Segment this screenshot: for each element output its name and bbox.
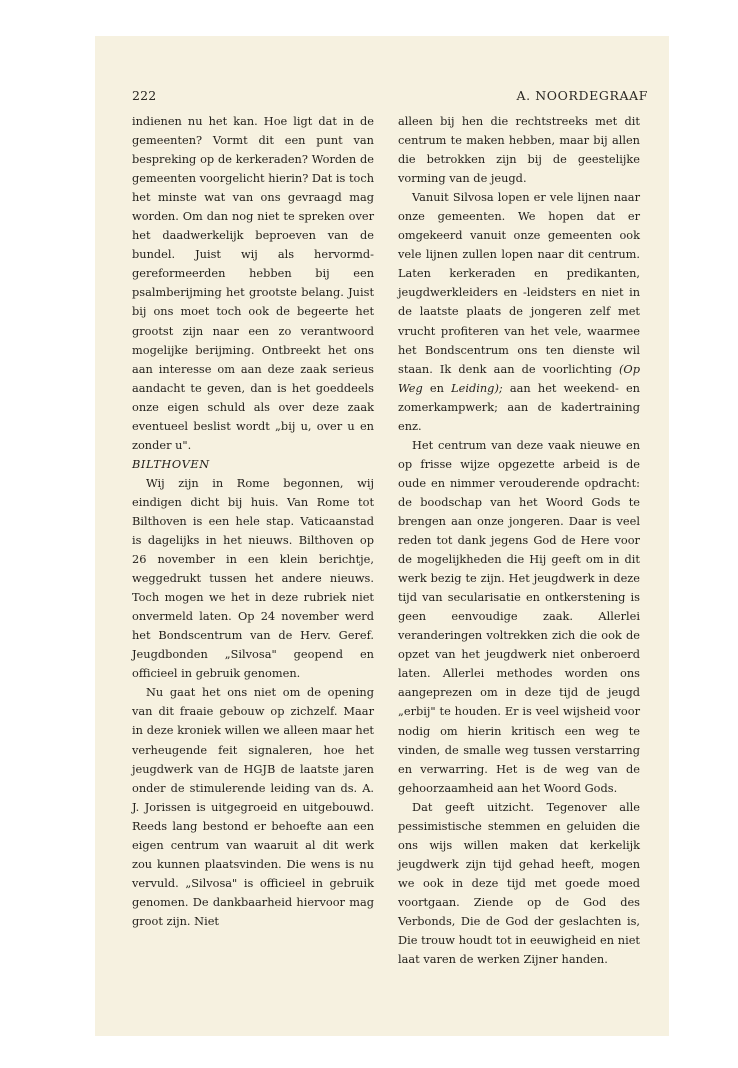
page-header xyxy=(132,88,648,104)
section-heading: BILTHOVEN xyxy=(132,456,210,471)
paragraph: indienen nu het kan. Hoe ligt dat in de gemeenten? Vormt dit een punt van bespreking op de kerkeraden? Worden de gemeenten voorgelicht hierin? Dat is toch het minste wat van ons gevraagd mag worden. Om dan nog niet te spreken over het daadwerkelijk beproeven van de bundel. Juist wij als hervormd-gereformeerden hebben bij een psalmberijming het grootste belang. Juist bij ons moet toch ook de begeerte het grootst zijn naar een zo verantwoord mogelijke berijming. Ontbreekt het ons aan interesse om aan deze zaak serieus aandacht te geven, dan is het goeddeels onze eigen schuld als over deze zaak eventueel beslist wordt „bij u, over u en zonder u". xyxy=(132,114,375,452)
paragraph xyxy=(398,188,640,436)
paragraph: Dat geeft uitzicht. Tegenover alle pessimistische stemmen en geluiden die ons wijs willen maken dat kerkelijk jeugdwerk zijn tijd gehad heeft, mogen we ook in deze tijd met goede moed voortgaan. Ziende op de God des Verbonds, Die de God der geslachten is, Die trouw houdt tot in eeuwigheid en niet laat varen de werken Zijner handen. xyxy=(398,799,640,967)
paragraph: Nu gaat het ons niet om de opening van dit fraaie gebouw op zichzelf. Maar in deze kroniek willen we alleen maar het verheugende feit signaleren, hoe het jeugdwerk van de HGJB de laatste jaren onder de stimulerende leiding van ds. A. J. Jorissen is uitgegroeid en uitgebouwd. Reeds lang bestond er behoefte aan een eigen centrum van waaruit al dit werk zou kunnen plaatsvinden. Die wens is nu vervuld. „Silvosa" is officieel in gebruik genomen. De dankbaarheid hiervoor mag groot zijn. Niet xyxy=(132,685,374,928)
paragraph: Wij zijn in Rome begonnen, wij eindigen dicht bij huis. Van Rome tot Bilthoven is een hele stap. Vaticaanstad is dagelijks in het nieuws. Bilthoven op 26 november in een klein berichtje, weggedrukt tussen het andere nieuws. Toch mogen we het in deze rubriek niet onvermeld laten. Op 24 november werd het Bondscentrum van de Herv. Geref. Jeugdbonden „Silvosa" geopend en officieel in gebruik genomen. xyxy=(132,475,374,681)
italic-title: (Op Weg xyxy=(398,361,640,395)
right-column xyxy=(398,112,640,969)
paragraph: Het centrum van deze vaak nieuwe en op frisse wijze opgezette arbeid is de oude en nimmer verouderende opdracht: de boodschap van het Woord Gods te brengen aan onze jongeren. Daar is veel reden tot dank jegens God de Here voor de mogelijkheden die Hij geeft om in dit werk bezig te zijn. Het jeugdwerk in deze tijd van secularisatie en ontkerstening is geen eenvoudige zaak. Allerlei veranderingen voltrekken zich die ook de opzet van het jeugdwerk niet onberoerd laten. Allerlei methodes worden ons aangeprezen om in deze tijd de jeugd „erbij" te houden. Er is veel wijsheid voor nodig om hierin kritisch een weg te vinden, de smalle weg tussen verstarring en verwarring. Het is de weg van de gehoorzaamheid aan het Woord Gods. xyxy=(398,437,640,795)
italic-title: Leiding); xyxy=(451,380,503,395)
paragraph: alleen bij hen die rechtstreeks met dit centrum te maken hebben, maar bij allen die betrokken zijn bij de geestelijke vorming van de jeugd. xyxy=(398,114,640,186)
running-head: A. NOORDEGRAAF xyxy=(516,88,648,103)
text-run: Vanuit Silvosa lopen er vele lijnen naar onze gemeenten. We hopen dat er omgekeerd vanuit onze gemeenten ook vele lijnen zullen lopen naar dit centrum. Laten kerkeraden en predikanten, jeugdwerkleiders en -leidsters en niet in de laatste plaats de jongeren zelf met vrucht profiteren van het vele, waarmee het Bondscentrum ons ten dienste wil staan. Ik denk aan de voorlichting xyxy=(398,190,640,376)
text-run: en xyxy=(422,380,452,395)
page-number: 222 xyxy=(132,88,157,103)
text-run: aan het weekend- en zomerkampwerk; aan de kadertraining enz. xyxy=(398,380,640,433)
left-column xyxy=(132,112,374,931)
